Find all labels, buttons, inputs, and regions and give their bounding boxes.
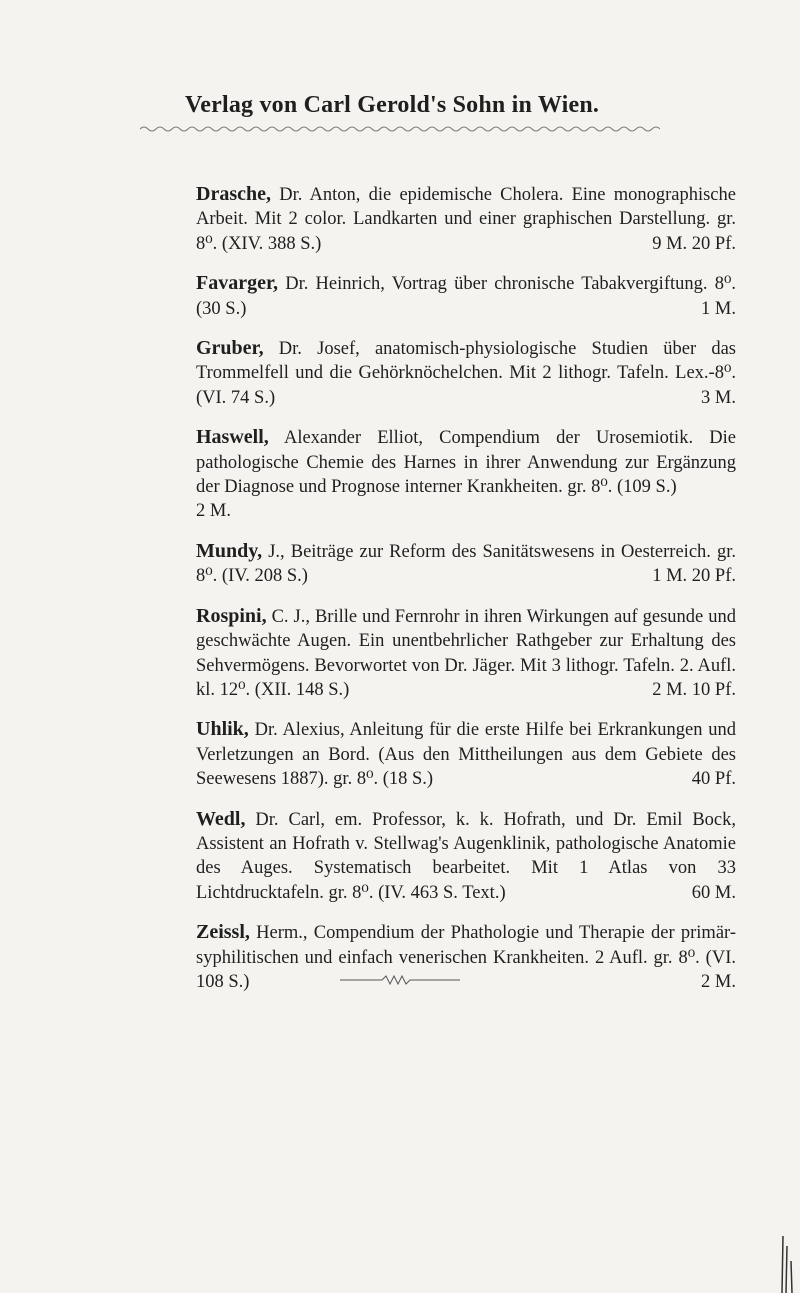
entry-price: 2 M. 10 Pf. [652, 679, 736, 700]
entry-description: C. J., Brille und Fernrohr in ihren Wirkungen auf gesunde und geschwächte Augen. Ein unentbehrlicher Rathgeber zur Erhaltung des Sehvermögens. Bevorwortet von Dr. Jäger. Mit 3 lithogr. Tafeln. 2. Aufl. kl. 12⁰. (XII. 148 S.) [196, 606, 736, 700]
entry-author: Rospini, [196, 604, 267, 627]
entry-author: Haswell, [196, 426, 269, 449]
entry-price: 1 M. 20 Pf. [652, 566, 736, 587]
catalog-entry-wedl [196, 807, 736, 906]
entry-description: Dr. Josef, anatomisch-physiologische Studien über das Trommelfell und die Gehörknöchelchen. Mit 2 lithogr. Tafeln. Lex.-8⁰. (VI. 74 S.) [196, 339, 736, 408]
entry-price: 1 M. [701, 298, 736, 319]
entry-author: Favarger, [196, 272, 279, 295]
entry-description: J., Beiträge zur Reform des Sanitätswesens in Oesterreich. gr. 8⁰. (IV. 208 S.) [196, 541, 736, 587]
entry-price: 9 M. 20 Pf. [652, 233, 736, 254]
catalog-entry-gruber [196, 336, 736, 410]
publisher-header [0, 92, 800, 119]
entry-author: Uhlik, [196, 718, 249, 741]
end-flourish-ornament [340, 975, 460, 985]
entry-price: 40 Pf. [691, 769, 736, 790]
entry-description: Dr. Alexius, Anleitung für die erste Hilfe bei Erkrankungen und Verletzungen an Bord. (Aus den Mittheilungen aus dem Gebiete des Seewesens 1887). gr. 8⁰. (18 S.) [196, 720, 736, 790]
catalog-entry-mundy [196, 539, 736, 589]
binding-edge-mark [780, 1236, 794, 1293]
entry-author: Mundy, [196, 539, 263, 562]
entry-author: Gruber, [196, 337, 264, 360]
entry-description: Dr. Carl, em. Professor, k. k. Hofrath, und Dr. Emil Bock, Assistent an Hofrath v. Stellwag's Augenklinik, pathologische Anatomie des Auges. Systematisch bearbeitet. Mit 1 Atlas von 33 Lichtdrucktafeln. gr. 8⁰. (IV. 463 S. Text.) [196, 809, 736, 903]
entry-price: 3 M. [701, 387, 736, 408]
entry-price: 2 M. [701, 971, 736, 992]
catalog-entry-rospini [196, 604, 736, 703]
catalog-entry-favarger [196, 271, 736, 321]
entry-description: Herm., Compendium der Phathologie und Therapie der primär-syphilitischen und einfach venerischen Krankheiten. 2 Aufl. gr. 8⁰. (VI. 108 S.) [196, 923, 736, 992]
entry-price: 2 M. [196, 501, 231, 522]
wavy-rule-ornament [140, 125, 660, 133]
catalog-entry-drasche [196, 182, 736, 256]
publisher-title: Verlag von Carl Gerold's Sohn in Wien. [184, 92, 600, 118]
entry-author: Wedl, [196, 807, 246, 830]
book-entries [196, 182, 736, 1009]
entry-description: Dr. Anton, die epidemische Cholera. Eine monographische Arbeit. Mit 2 color. Landkarten und einer graphischen Darstellung. gr. 8⁰. (XIV. 388 S.) [196, 185, 736, 254]
entry-price: 60 M. [691, 882, 736, 903]
entry-description: Dr. Heinrich, Vortrag über chronische Tabakvergiftung. 8⁰. (30 S.) [196, 274, 736, 319]
entry-author: Zeissl, [196, 921, 250, 944]
catalog-entry-uhlik [196, 717, 736, 791]
entry-author: Drasche, [196, 183, 271, 205]
catalog-entry-haswell [196, 425, 736, 524]
entry-description: Alexander Elliot, Compendium der Urosemiotik. Die pathologische Chemie des Harnes in ihrer Anwendung zur Ergänzung der Diagnose und Prognose interner Krankheiten. gr. 8⁰. (109 S.) [196, 428, 736, 498]
catalog-entry-zeissl [196, 920, 736, 994]
